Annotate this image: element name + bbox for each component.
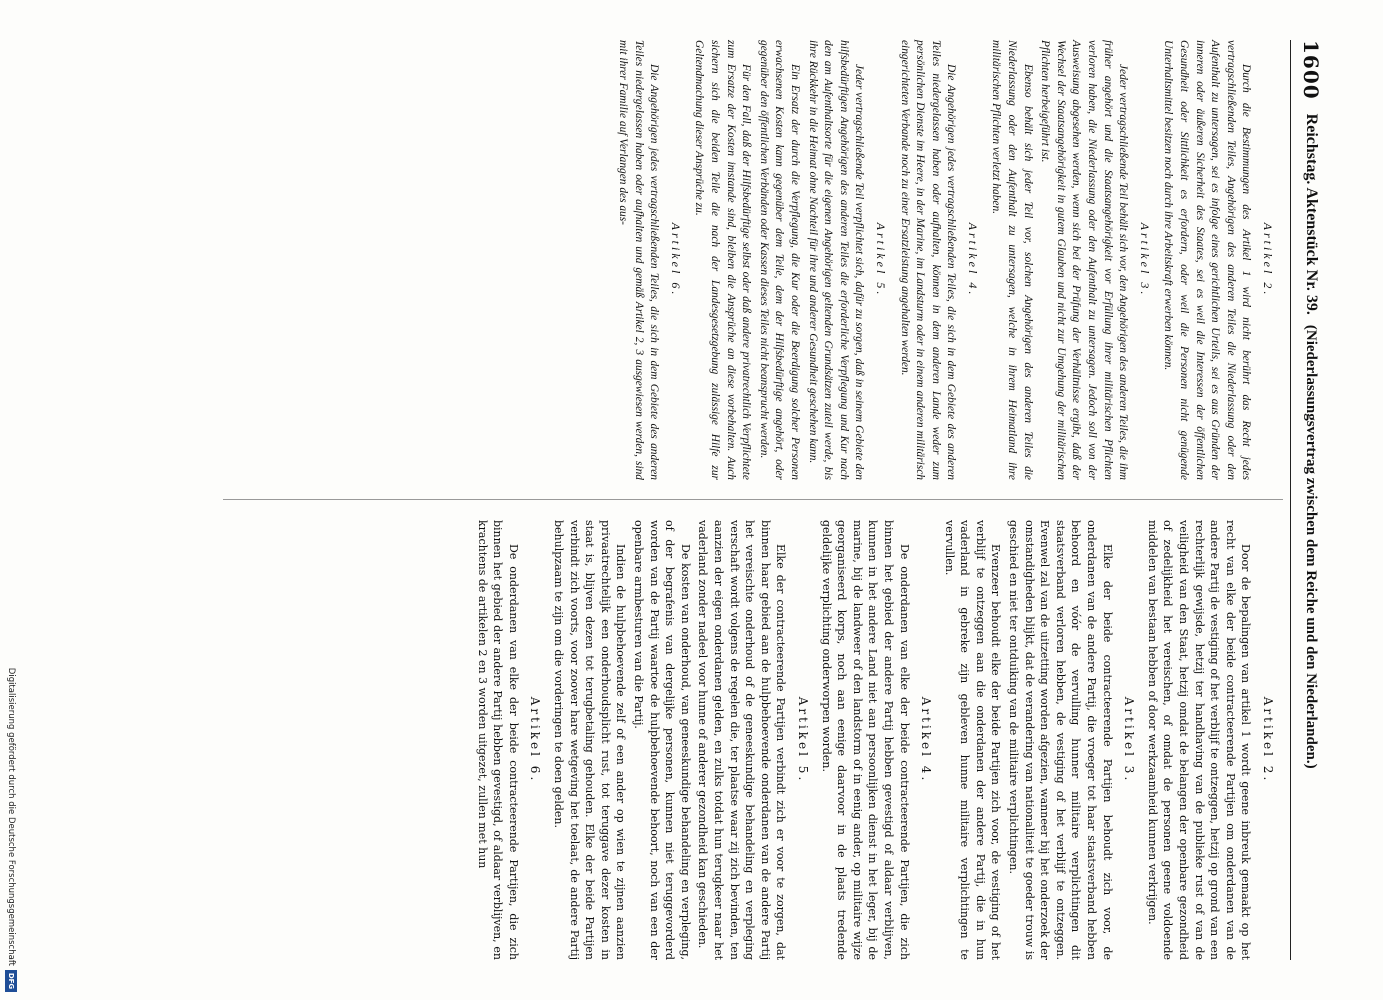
article-title: Artikel 2. bbox=[1261, 222, 1275, 298]
page-subtitle: (Niederlassungsvertrag zwischen dem Reiche und den Niederlanden.) bbox=[1303, 324, 1320, 769]
article-paragraph: Elke der beide contracteerende Partijen behoudt zich voor, de onderdanen van de andere Partij, die vroeger tot haar staatsverband hebben behoord en vóór de vervulling hunner militaire verplichtingen dit staatsverband verloren hebben, de vestiging of het verblijf te ontzeggen. Evenwel zal van de uitzetting worden afgezien, wanneer bij het onderzoek der omstandigheden blijkt, dat de verandering van nationaliteit te goeder trouw is geschied en niet ter ontduiking van de militaire verplichtingen. bbox=[1007, 520, 1114, 960]
page-header bbox=[1290, 40, 1331, 960]
article-paragraph: Jeder vertragschließende Teil behält sich vor, den Angehörigen des anderen Teiles, die ihm früher angehört und die Staatsangehörigkeit vor Erfüllung ihrer militärischen Pflichten verloren haben, die Niederlassung oder den Aufenthalt zu untersagen. Jedoch soll von der Ausweisung abgesehen werden, wenn sich bei der Prüfung der Verhältnisse ergibt, daß der Wechsel der Staatsangehörigkeit in gutem Glauben und nicht zur Umgehung der militärischen Pflichten herbeigeführt ist. bbox=[1039, 40, 1130, 480]
article-title: Artikel 3. bbox=[1122, 696, 1137, 784]
article-paragraph: Evenzeer behoudt elke der beide Partijen zich voor, de vestiging of het verblijf te ontzeggen aan die onderdanen der andere Partij, die in hun vaderland in gebreke zijn gebleven hunne militaire verplichtingen te vervullen. bbox=[942, 520, 1003, 960]
page-number: 1600 bbox=[1299, 40, 1323, 100]
footer-credit: Digitalisierung gefördert durch die Deutsche Forschungsgemeinschaft bbox=[6, 667, 16, 966]
german-column bbox=[612, 40, 1283, 480]
article-title: Artikel 3. bbox=[1137, 222, 1152, 298]
article-paragraph: Jeder vertragschließende Teil verpflichtet sich, dafür zu sorgen, daß in seinem Gebiete den hilfsbedürftigen Angehörigen des anderen Teiles die erforderliche Verpflegung und Kur nach den am Aufenthaltsorte für die eigenen Angehörigen geltenden Grundsätzen zuteil werde, bis ihre Rückkehr in die Heimat ohne Nachteil für ihre und anderer Gesundheit geschehen kann. bbox=[806, 40, 866, 480]
article-title: Artikel 4. bbox=[919, 696, 934, 784]
article-paragraph: Door de bepalingen van artikel 1 wordt geene inbreuk gemaakt op het recht van elke der beide contracteerende Partijen om onderdanen van de andere Partij de vestiging of het verblijf te ontzeggen, hetzij op grond van een rechterlijk gewijsde, hetzij ter handhaving van de publieke rust of van de veiligheid van den Staat, hetzij omdat de belangen der openbare gezondheid of zedelijkheid het vereischen, of omdat de personen geene voldoende middelen van bestaan hebben of door werkzaamheid kunnen verkrijgen. bbox=[1145, 520, 1253, 960]
article-paragraph: De onderdanen van elke der beide contracteerende Partijen, die zich binnen het gebied der andere Partij hebben gevestigd, of aldaar verblijven, en krachtens de artikelen 2 en 3 worden uitgezet, zullen met hun bbox=[475, 520, 520, 960]
article-paragraph: Die Angehörigen jedes vertragschließenden Teiles, die sich in dem Gebiete des anderen Teiles niedergelassen haben oder aufhalten, können in dem anderen Lande weder zum persönlichen Dienste im Heere, in der Marine, im Landsturm oder in einem anderen militärisch eingerichteten Verbande noch zu einer Ersatzleistung angehalten werden. bbox=[898, 40, 958, 480]
article-title: Artikel 5. bbox=[795, 696, 810, 784]
column-divider bbox=[223, 499, 1283, 500]
article-title: Artikel 6. bbox=[668, 222, 683, 298]
page-title: Reichstag. Aktenstück Nr. 39. bbox=[1303, 113, 1320, 315]
article-paragraph: De kosten van onderhoud, van geneeskundige behandeling en verpleging, of der begrafenis van dergelijke personen, kunnen niet teruggevorderd worden van de Partij waartoe de hulpbehoevende behoort, noch van een der openbare armbesturen van die Partij. bbox=[632, 520, 692, 960]
article-paragraph: Die Angehörigen jedes vertragschließenden Teiles, die sich in dem Gebiete des anderen Teiles niedergelassen haben oder aufhalten und gemäß Artikel 2, 3 ausgewiesen werden, sind mit ihrer Familie auf Verlangen des aus- bbox=[617, 40, 661, 480]
dutch-column bbox=[472, 520, 1283, 960]
article-title: Artikel 2. bbox=[1261, 696, 1275, 784]
digitization-footer bbox=[0, 0, 22, 1000]
article-paragraph: Für den Fall, daß der Hilfsbedürftige selbst oder daß andere privatrechtlich Verpflichtete zum Ersatze der Kosten imstande sind, bleiben die Ansprüche an diese vorbehalten. Auch sichern sich die beiden Teile die nach der Landesgesetzgebung zulässige Hilfe zur Geltendmachung dieser Ansprüche zu. bbox=[693, 40, 753, 480]
article-paragraph: Elke der contracteerende Partijen verbindt zich er voor te zorgen, dat binnen haar gebied aan de hulpbehoevende onderdanen van de andere Partij het vereischte onderhoud of de geneeskundige behandeling en verpleging verschaft wordt volgens de regelen die, ter plaatse waar zij zich bevinden, ten aanzien der eigen onderdanen gelden, en zulks totdat hun terugkeer naar het vaderland zonder nadeel voor hunne of anderer gezondheid kan geschieden. bbox=[696, 520, 788, 960]
article-paragraph: De onderdanen van elke der beide contracteerende Partijen, die zich binnen het gebied der andere Partij hebben gevestigd of aldaar verblijven, kunnen in het andere Land niet aan persoonlijken dienst in het leger, bij de marine, bij de landweer of den landstorm of in eenig ander, op militaire wijze georganiseerd korps, noch aan eenige daarvoor in de plaats tredende geldelijke verplichting onderworpen worden. bbox=[819, 520, 911, 960]
article-paragraph: Durch die Bestimmungen des Artikel 1 wird nicht berührt das Recht jedes vertragschließenden Teiles, Angehörigen des anderen Teiles die Niederlassung oder den Aufenthalt zu untersagen, sei es infolge eines gerichtlichen Urteils, sei es aus Gründen der inneren oder äußeren Sicherheit des Staates, sei es weil die Interessen der öffentlichen Gesundheit oder Sittlichkeit es erfordern, oder weil die Personen nicht genügende Unterhaltsmittel besitzen noch durch ihre Arbeitskraft erwerben können. bbox=[1162, 40, 1253, 480]
article-title: Artikel 4. bbox=[965, 222, 980, 298]
article-paragraph: Ebenso behält sich jeder Teil vor, solchen Angehörigen des anderen Teiles die Niederlassung oder den Aufenthalt zu untersagen, welche in ihrem Heimatland ihre militärischen Pflichten verletzt haben. bbox=[990, 40, 1034, 480]
article-paragraph: Ein Ersatz der durch die Verpflegung, die Kur oder die Beerdigung solcher Personen erwachsenen Kosten kann gegenüber dem Teile, dem der Hilfsbedürftige angehört, oder gegenüber den öffentlichen Verbänden oder Kassen dieses Teiles nicht beansprucht werden. bbox=[757, 40, 801, 480]
article-paragraph: Indien de hulpbehoevende zelf of een ander op wien te zijnen aanzien privaatrechtelijk een onderhoudsplicht rust, tot teruggave dezer kosten in staat is, blijven dezen tot terugbetaling gehouden. Elke der beide Partijen verbindt zich voorts, voor zoover hare wetgeving het toelaat, de andere Partij behulpzaam te zijn om die vorderingen te doen gelden. bbox=[552, 520, 628, 960]
article-title: Artikel 6. bbox=[528, 696, 543, 784]
article-title: Artikel 5. bbox=[873, 222, 888, 298]
dfg-logo-icon: DFG bbox=[5, 970, 17, 992]
